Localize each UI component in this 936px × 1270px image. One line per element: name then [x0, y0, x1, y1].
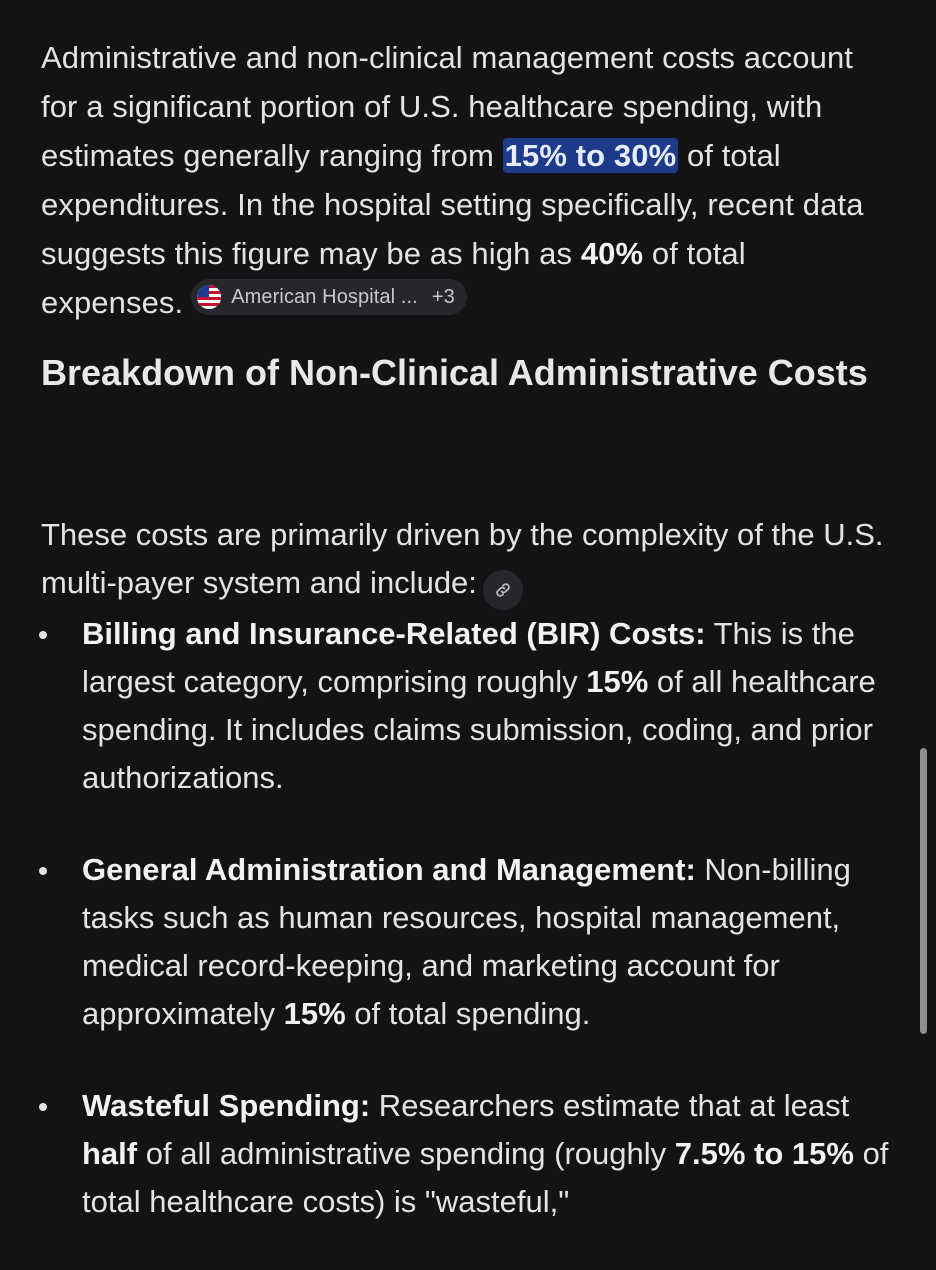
list-item-bold: half	[82, 1136, 138, 1171]
list-item-title: General Administration and Management:	[82, 852, 696, 887]
list-item-text: of total healthcare costs) is "wasteful,"	[82, 1136, 889, 1219]
list-item	[41, 610, 891, 802]
intro-text-b: of total expenditures. In the hospital setting specifically, recent data suggests this figure may be as high as	[41, 138, 864, 271]
highlighted-range: 15% to 30%	[504, 138, 677, 173]
section-intro-text: These costs are primarily driven by the complexity of the U.S. multi-payer system and include:	[41, 517, 884, 600]
american-flag-icon	[197, 285, 221, 309]
cost-breakdown-list	[41, 610, 891, 1270]
bullet-dot	[39, 631, 47, 639]
intro-text-c: of total expenses.	[41, 236, 746, 320]
list-item-text: of all administrative spending (roughly	[137, 1136, 675, 1171]
list-item-text: of all healthcare spending. It includes claims submission, coding, and prior authorizations.	[82, 664, 876, 795]
list-item-text: This is the largest category, comprising roughly	[82, 616, 855, 699]
list-item-text: Non-billing tasks such as human resources, hospital management, medical record-keeping, and marketing account for approximately	[82, 852, 851, 1031]
scrollbar-thumb[interactable]	[920, 748, 927, 1034]
source-chip-label: American Hospital ...	[231, 286, 418, 308]
list-item-text: of total spending.	[345, 996, 591, 1031]
list-item	[41, 1082, 891, 1226]
list-item	[41, 846, 891, 1038]
list-item-title: Wasteful Spending:	[82, 1088, 371, 1123]
list-item-bold: 7.5% to 15%	[674, 1136, 854, 1171]
source-chip[interactable]	[191, 279, 467, 315]
intro-paragraph	[41, 33, 891, 327]
list-item-bold: 15%	[283, 996, 346, 1031]
bullet-dot	[39, 867, 47, 875]
hospital-percentage: 40%	[580, 236, 644, 271]
list-item-bold: 15%	[586, 664, 649, 699]
section-intro	[41, 511, 891, 610]
list-item-text: Researchers estimate that at least	[370, 1088, 850, 1123]
intro-text-a: Administrative and non-clinical management costs account for a significant portion of U.S. healthcare spending, with estimates generally ranging from	[41, 40, 854, 173]
list-item-title: Billing and Insurance-Related (BIR) Costs:	[82, 616, 706, 651]
link-icon[interactable]	[483, 570, 523, 610]
section-heading: Breakdown of Non-Clinical Administrative Costs	[41, 352, 868, 393]
source-chip-more-count: +3	[431, 286, 455, 308]
bullet-dot	[39, 1103, 47, 1111]
